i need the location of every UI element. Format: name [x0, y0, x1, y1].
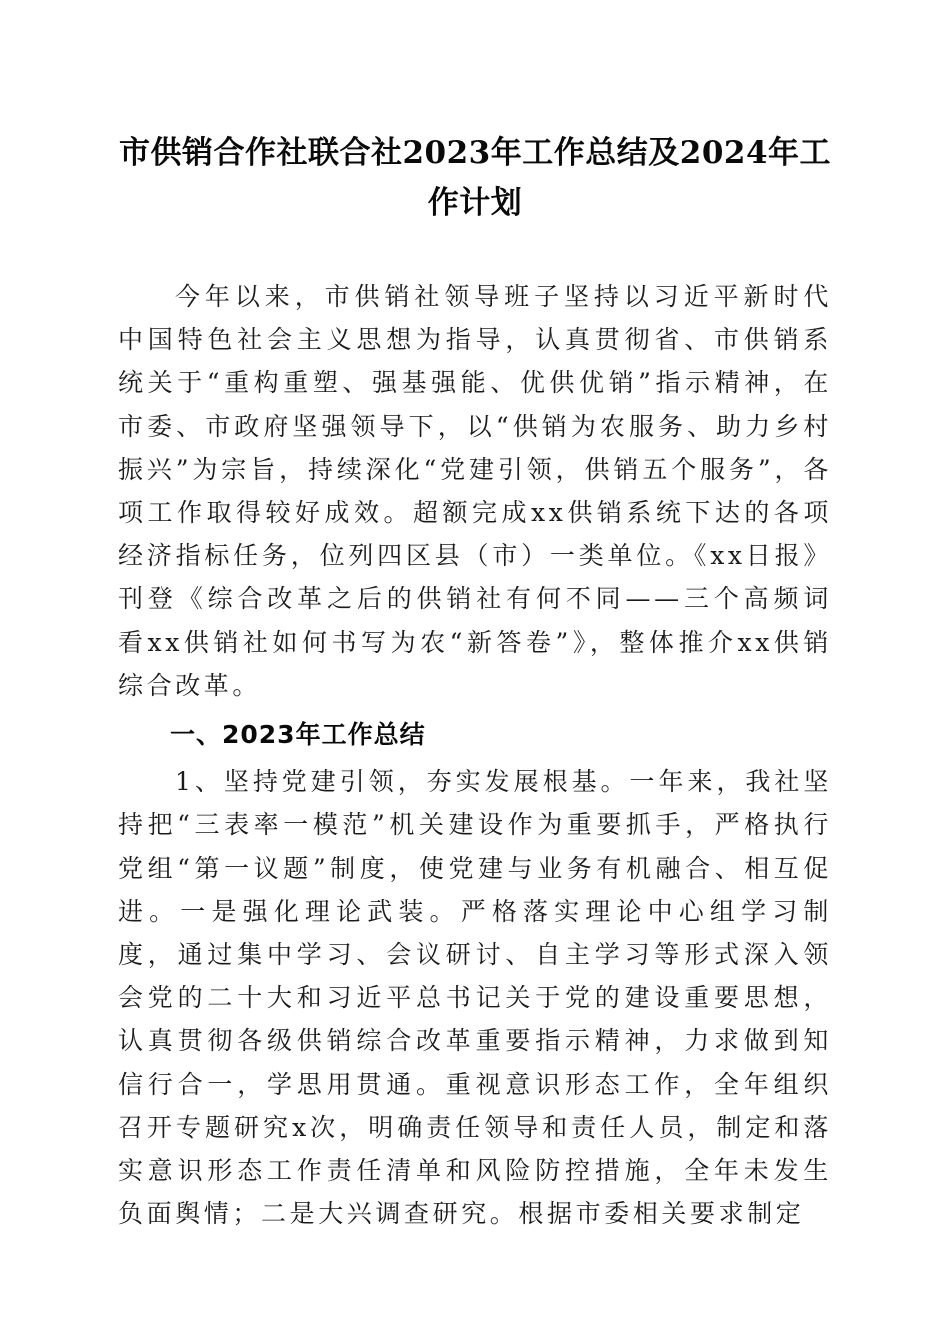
- paragraph-intro: 今年以来，市供销社领导班子坚持以习近平新时代中国特色社会主义思想为指导，认真贯彻省、市供销系统关于“重构重塑、强基强能、优供优销”指示精神，在市委、市政府坚强领导下，以“供销为农服务、助力乡村振兴”为宗旨，持续深化“党建引领，供销五个服务”，各项工作取得较好成效。超额完成xx供销系统下达的各项经济指标任务，位列四区县（市）一类单位。《xx日报》刊登《综合改革之后的供销社有何不同——三个高频词看xx供销社如何书写为农“新答卷”》，整体推介xx供销综合改革。: [118, 282, 832, 700]
- page-title: 市供销合作社联合社2023年工作总结及2024年工作计划: [118, 135, 832, 221]
- document-text-column: [118, 0, 832, 1235]
- section-heading-2023-summary: 一、2023年工作总结: [170, 720, 426, 750]
- paragraph-item-1-party-building: 1、坚持党建引领，夯实发展根基。一年来，我社坚持把“三表率一模范”机关建设作为重要抓手，严格执行党组“第一议题”制度，使党建与业务有机融合、相互促进。一是强化理论武装。严格落实理论中心组学习制度，通过集中学习、会议研讨、自主学习等形式深入领会党的二十大和习近平总书记关于党的建设重要思想，认真贯彻各级供销综合改革重要指示精神，力求做到知信行合一，学思用贯通。重视意识形态工作，全年组织召开专题研究x次，明确责任领导和责任人员，制定和落实意识形态工作责任清单和风险防控措施，全年未发生负面舆情；二是大兴调查研究。根据市委相关要求制定: [118, 767, 832, 1229]
